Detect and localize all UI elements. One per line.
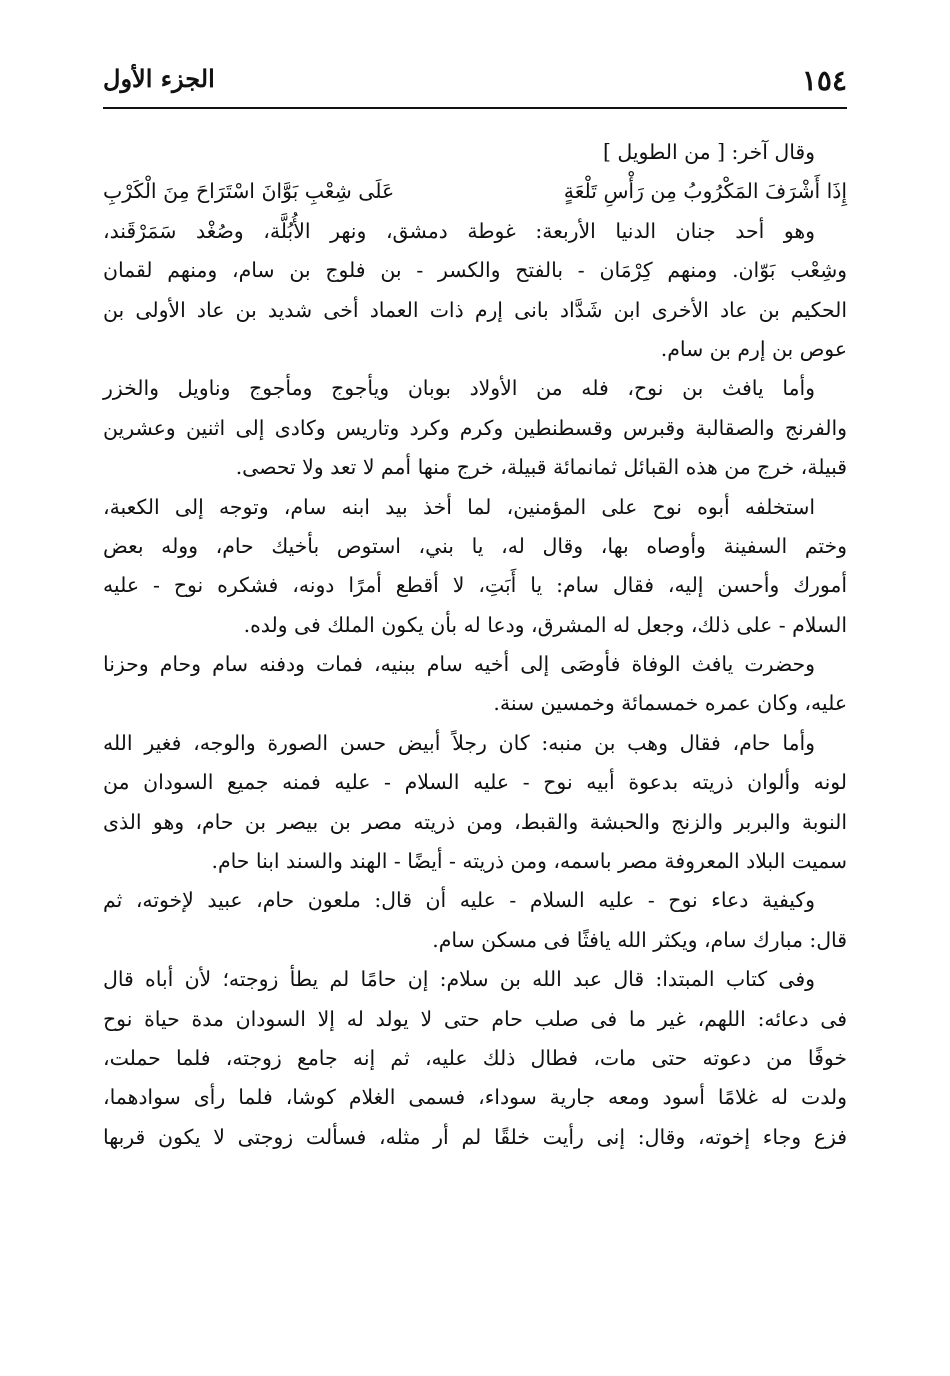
text-line: فزع وجاء إخوته، وقال: إنى رأيت خلقًا لم أر مثله، فسألت زوجتى لا يكون قربها [103, 1124, 847, 1149]
text-line: النوبة والبربر والزنج والحبشة والقبط، ومن ذريته مصر بن بيصر بن حام، وهو الذى [103, 809, 847, 834]
text-line: الحكيم بن عاد الأخرى ابن شَدَّاد بانى إرم ذات العماد أخى شديد بن عاد الأولى بن [103, 297, 847, 322]
page-body [103, 133, 847, 1157]
text-line: وكيفية دعاء نوح - عليه السلام - عليه أن قال: ملعون حام، عبيد لإخوته، ثم [103, 888, 815, 913]
text-line: وقال آخر: [ من الطويل ] [602, 140, 815, 164]
text-line: السلام - على ذلك، وجعل له المشرق، ودعا له بأن يكون الملك فى ولده. [243, 612, 847, 637]
text-line: وأما حام، فقال وهب بن منبه: كان رجلاً أبيض حسن الصورة والوجه، فغير الله [103, 730, 815, 755]
text-line: ولدت له غلامًا أسود ومعه جارية سوداء، فسمى الغلام كوشا، فلما رأى سوادهما، [103, 1085, 847, 1110]
text-line: والفرنج والصقالبة وقبرس وقسطنطين وكرم وكرد وتاريس وكادى إلى اثنين وعشرين [103, 415, 847, 440]
text-line: سميت البلاد المعروفة مصر باسمه، ومن ذريته - أيضًا - الهند والسند ابنا حام. [211, 849, 847, 874]
verse-second-hemistich: عَلَى شِعْبِ بَوَّانَ اسْتَرَاحَ مِنَ الْكَرْبِ [103, 179, 395, 204]
text-line: لونه وألوان ذريته بدعوة أبيه نوح - عليه السلام - عليه فمنه جميع السودان من [103, 770, 847, 795]
text-line: عليه، وكان عمره خمسمائة وخمسين سنة. [493, 691, 847, 716]
header-rule [103, 107, 847, 109]
text-line: وختم السفينة وأوصاه بها، وقال له، يا بني، استوص بأخيك حام، ووله بعض [103, 533, 847, 558]
text-line: وفى كتاب المبتدا: قال عبد الله بن سلام: إن حامًا لم يطأ زوجته؛ لأن أباه قال [103, 967, 815, 992]
text-line: أمورك وأحسن إليه، فقال سام: يا أَبَتِ، لا أقطع أمرًا دونه، فشكره نوح - عليه [103, 573, 847, 598]
text-line: فى دعائه: اللهم، غير ما فى صلب حام حتى لا يولد له إلا السودان مدة حياة نوح [103, 1006, 847, 1031]
text-line: استخلفه أبوه نوح على المؤمنين، لما أخذ بيد ابنه سام، وتوجه إلى الكعبة، [103, 494, 815, 519]
running-title: الجزء الأول [103, 64, 215, 93]
page-number: ١٥٤ [801, 64, 847, 97]
text-line: قبيلة، خرج من هذه القبائل ثمانمائة قبيلة، خرج منها أمم لا تعد ولا تحصى. [235, 455, 847, 480]
text-line: عوص بن إرم بن سام. [660, 336, 847, 361]
verse-first-hemistich: إِذَا أَشْرَفَ المَكْرُوبُ مِن رَأْسِ تَلْعَةٍ [563, 179, 847, 204]
text-line: خوفًا من دعوته حتى مات، فطال ذلك عليه، ثم إنه جامع زوجته، فلما حملت، [103, 1045, 847, 1070]
text-line: وأما يافث بن نوح، فله من الأولاد بوبان ويأجوج ومأجوج وناويل والخزر [103, 376, 815, 401]
text-line: وهو أحد جنان الدنيا الأربعة: غوطة دمشق، ونهر الأُبُلَّة، وصُغْد سَمَرْقَند، [103, 218, 815, 243]
text-line: وشِعْب بَوّان. ومنهم كِرْمَان - بالفتح والكسر - بن فلوج بن سام، ومنهم لقمان [103, 258, 847, 283]
page-header [103, 60, 847, 100]
text-line: قال: مبارك سام، ويكثر الله يافثًا فى مسكن سام. [432, 927, 847, 952]
poetry-verse [103, 172, 847, 211]
text-line: وحضرت يافث الوفاة فأوصَى إلى أخيه سام ببنيه، فمات ودفنه سام وحام وحزنا [103, 652, 815, 677]
